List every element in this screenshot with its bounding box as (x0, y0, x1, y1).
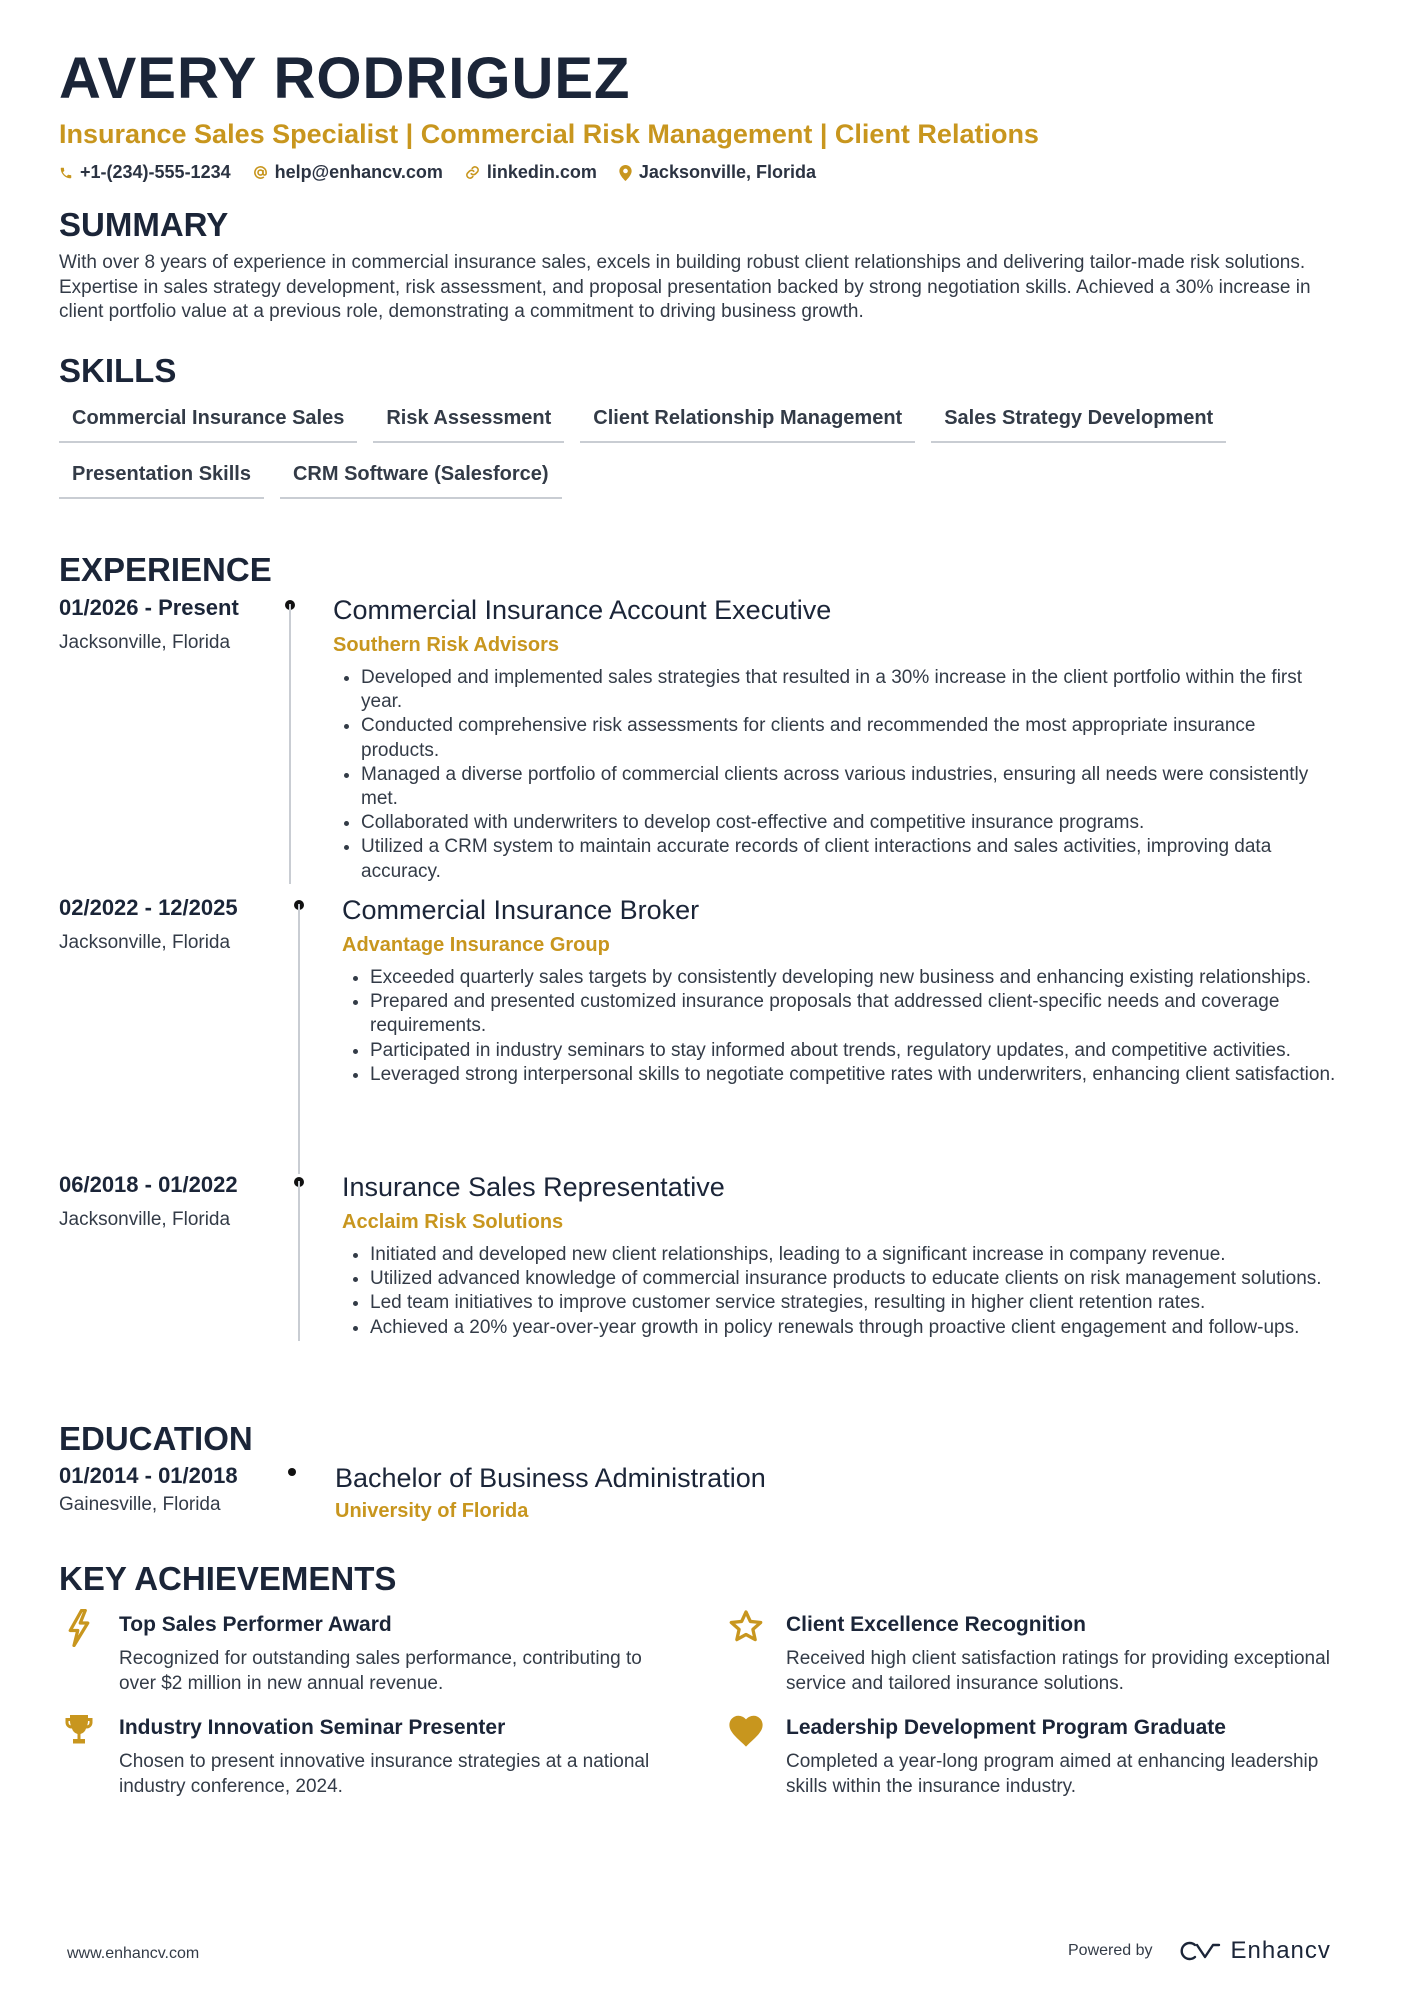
job-location: Jacksonville, Florida (59, 632, 231, 653)
footer-branding (1068, 1937, 1331, 1965)
achievement-desc: Received high client satisfaction ratings for providing exceptional service and tailored insurance solutions. (786, 1648, 1330, 1694)
job-location: Jacksonville, Florida (59, 1209, 231, 1230)
skills-section (59, 351, 1359, 499)
job-bullets (342, 966, 1342, 1087)
job-company: Acclaim Risk Solutions (342, 1211, 564, 1233)
job-dates: 06/2018 - 01/2022 (59, 1172, 238, 1197)
enhancv-logo-icon (1179, 1940, 1223, 1962)
summary-section (59, 205, 1359, 325)
skill-tag: Presentation Skills (59, 455, 264, 499)
summary-text: With over 8 years of experience in commercial insurance sales, excels in building robust client relationships and delivering tailor-made risk solutions. Expertise in sales strategy development, risk assessment, and proposal presentation backed by strong negotiation skills. Achieved a 30% increase in client portfolio value at a previous role, demonstrating a commitment to driving business growth. (59, 252, 1311, 322)
job-bullet: • Conducted comprehensive risk assessments for clients and recommended the most appropriate insurance products. (361, 714, 1333, 762)
achievements-grid (59, 1609, 1359, 1809)
achievements-heading: KEY ACHIEVEMENTS (59, 1560, 397, 1597)
timeline-dot (288, 1468, 296, 1476)
job-bullet: • Achieved a 20% year-over-year growth in policy renewals through proactive client engagement and follow-ups. (370, 1316, 1342, 1340)
job-title: Commercial Insurance Broker (342, 895, 700, 925)
job-bullet: • Participated in industry seminars to stay informed about trends, regulatory updates, and competitive activities. (370, 1039, 1342, 1063)
contact-phone-text: +1-(234)-555-1234 (80, 162, 231, 182)
skill-tag: Sales Strategy Development (931, 399, 1226, 443)
summary-heading: SUMMARY (59, 206, 229, 243)
education-heading: EDUCATION (59, 1420, 253, 1457)
link-icon (465, 165, 480, 180)
job-bullet: • Led team initiatives to improve customer service strategies, resulting in higher client retention rates. (370, 1291, 1342, 1315)
job-bullets (333, 666, 1333, 884)
job-bullet: • Leveraged strong interpersonal skills to negotiate competitive rates with underwriters, enhancing client satisfaction. (370, 1063, 1342, 1087)
achievement-desc: Chosen to present innovative insurance strategies at a national industry conference, 2024. (119, 1751, 650, 1797)
job-bullets (342, 1243, 1342, 1340)
skill-tag: CRM Software (Salesforce) (280, 455, 562, 499)
contact-linkedin-text: linkedin.com (486, 162, 597, 182)
job-bullet: • Developed and implemented sales strategies that resulted in a 30% increase in the client portfolio within the first year. (361, 666, 1333, 714)
brand-name: Enhancv (1230, 1937, 1331, 1964)
education-school: University of Florida (335, 1500, 529, 1522)
heart-icon (727, 1712, 765, 1748)
job-title: Insurance Sales Representative (342, 1172, 725, 1202)
achievement-title: Leadership Development Program Graduate (786, 1716, 1226, 1739)
at-icon (253, 165, 268, 180)
experience-heading: EXPERIENCE (59, 551, 272, 588)
job-dates: 01/2026 - Present (59, 595, 239, 620)
resume-page (59, 44, 1359, 1797)
skill-tag: Risk Assessment (373, 399, 564, 443)
job-bullet: • Managed a diverse portfolio of commercial clients across various industries, ensuring all needs were consistently met. (361, 763, 1333, 811)
footer-website[interactable]: www.enhancv.com (67, 1945, 200, 1962)
contact-location-text: Jacksonville, Florida (638, 162, 816, 182)
trophy-icon (61, 1712, 97, 1748)
location-pin-icon (619, 165, 632, 181)
job-bullet: • Initiated and developed new client relationships, leading to a significant increase in company revenue. (370, 1243, 1342, 1267)
skill-tag: Commercial Insurance Sales (59, 399, 357, 443)
job-bullet: • Collaborated with underwriters to develop cost-effective and competitive insurance programs. (361, 811, 1333, 835)
skills-list (59, 399, 1349, 499)
achievement-desc: Completed a year-long program aimed at enhancing leadership skills within the insurance industry. (786, 1751, 1319, 1797)
brand-logo[interactable] (1179, 1937, 1331, 1965)
job-company: Advantage Insurance Group (342, 934, 610, 956)
job-bullet: • Utilized a CRM system to maintain accurate records of client interactions and sales activities, improving data accuracy. (361, 835, 1333, 883)
skill-tag: Client Relationship Management (580, 399, 915, 443)
skills-heading: SKILLS (59, 351, 177, 389)
contact-phone[interactable] (59, 162, 231, 183)
job-bullet: • Prepared and presented customized insurance proposals that addressed client-specific needs and coverage requirements. (370, 990, 1342, 1038)
timeline-line (298, 1181, 300, 1341)
star-icon (728, 1609, 764, 1645)
education-dates: 01/2014 - 01/2018 (59, 1463, 238, 1488)
achievement-title: Industry Innovation Seminar Presenter (119, 1716, 506, 1739)
job-dates: 02/2022 - 12/2025 (59, 895, 238, 920)
contact-email[interactable] (253, 162, 443, 183)
contact-linkedin[interactable] (465, 162, 597, 183)
job-bullet: • Utilized advanced knowledge of commercial insurance products to educate clients on risk management solutions. (370, 1267, 1342, 1291)
lightning-bolt-icon (64, 1609, 94, 1647)
contact-email-text: help@enhancv.com (274, 162, 443, 182)
achievement-title: Top Sales Performer Award (119, 1613, 392, 1636)
contact-bar (59, 162, 1359, 183)
job-company: Southern Risk Advisors (333, 634, 559, 656)
job-bullet: • Exceeded quarterly sales targets by consistently developing new business and enhancing existing relationships. (370, 966, 1342, 990)
job-title: Commercial Insurance Account Executive (333, 595, 832, 625)
education-location: Gainesville, Florida (59, 1494, 221, 1515)
phone-icon (59, 166, 73, 180)
job-location: Jacksonville, Florida (59, 932, 231, 953)
achievement-title: Client Excellence Recognition (786, 1613, 1086, 1636)
contact-location (619, 162, 816, 183)
powered-by-label: Powered by (1068, 1942, 1153, 1959)
education-entry (59, 1462, 1359, 1542)
achievement-desc: Recognized for outstanding sales performance, contributing to over $2 million in new annual revenue. (119, 1648, 642, 1694)
headline: Insurance Sales Specialist | Commercial Risk Management | Client Relations (59, 119, 1039, 149)
timeline-line (289, 604, 291, 884)
experience-timeline (59, 594, 1359, 1454)
timeline-line (298, 904, 300, 1174)
candidate-name: AVERY RODRIGUEZ (59, 46, 631, 111)
education-degree: Bachelor of Business Administration (335, 1463, 766, 1493)
